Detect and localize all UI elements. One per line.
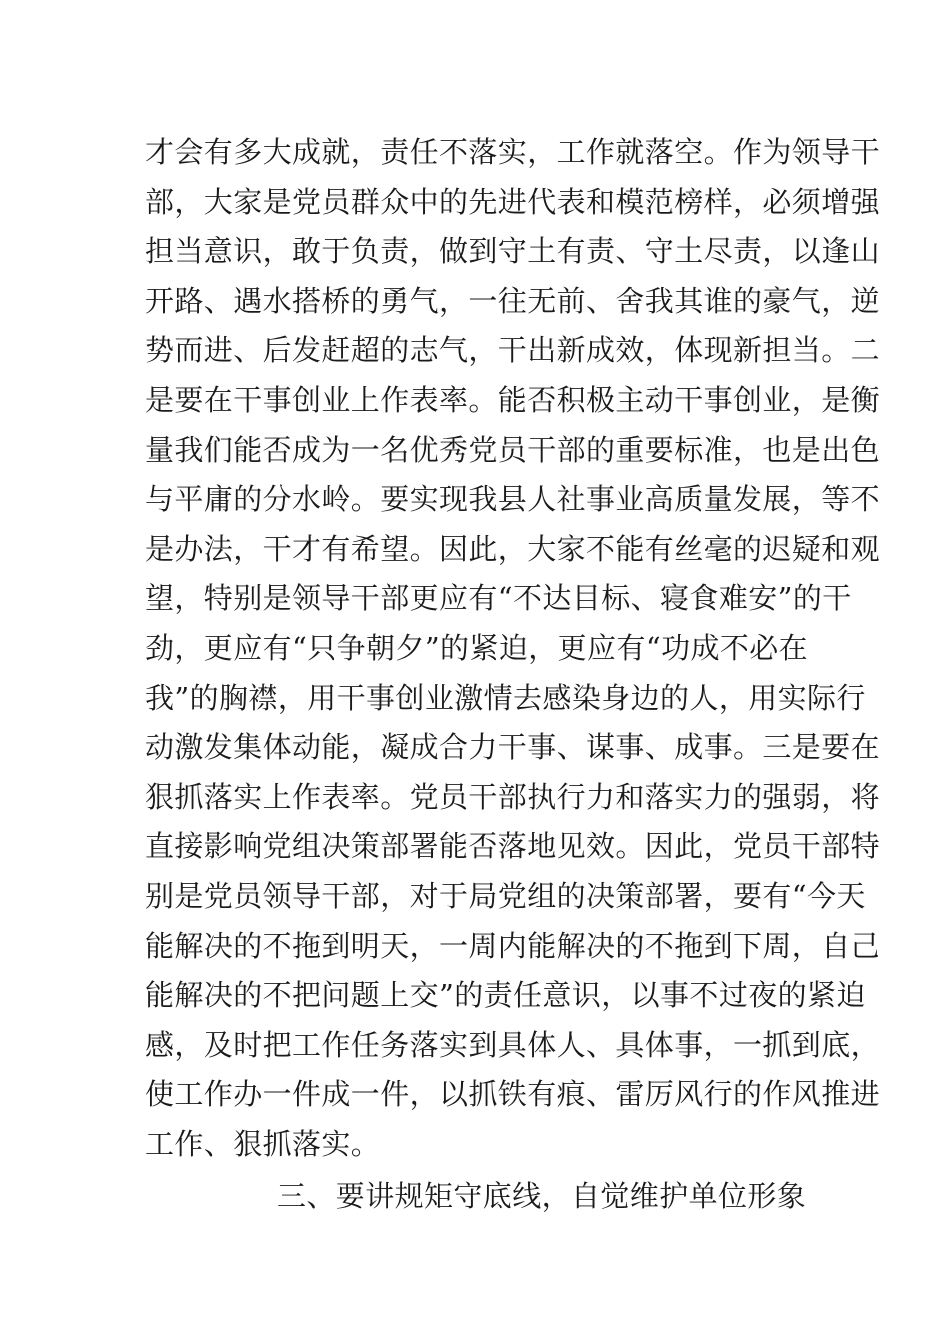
text-line: 直接影响党组决策部署能否落地见效。因此，党员干部特 bbox=[145, 829, 881, 864]
text-line: 动激发集体动能，凝成合力干事、谋事、成事。三是要在 bbox=[145, 730, 881, 765]
text-line: 能解决的不把问题上交”的责任意识，以事不过夜的紧迫 bbox=[145, 978, 866, 1013]
text-line: 能解决的不拖到明天，一周内能解决的不拖到下周，自己 bbox=[145, 928, 881, 963]
text-line: 使工作办一件成一件，以抓铁有痕、雷厉风行的作风推进 bbox=[145, 1077, 881, 1112]
text-line: 是要在干事创业上作表率。能否积极主动干事创业，是衡 bbox=[145, 382, 881, 417]
text-line: 感，及时把工作任务落实到具体人、具体事，一抓到底， bbox=[145, 1027, 881, 1062]
text-line: 量我们能否成为一名优秀党员干部的重要标准，也是出色 bbox=[145, 432, 881, 467]
text-line: 势而进、后发赶超的志气，干出新成效，体现新担当。二 bbox=[145, 333, 881, 368]
text-line: 开路、遇水搭桥的勇气，一往无前、舍我其谁的豪气，逆 bbox=[145, 283, 881, 318]
text-line: 担当意识，敢于负责，做到守土有责、守土尽责，以逢山 bbox=[145, 234, 881, 269]
text-line: 才会有多大成就，责任不落实，工作就落空。作为领导干 bbox=[145, 135, 881, 169]
section-heading: 三、要讲规矩守底线，自觉维护单位形象 bbox=[277, 1179, 807, 1213]
text-line: 是办法，干才有希望。因此，大家不能有丝毫的迟疑和观 bbox=[145, 531, 881, 566]
text-line: 别是党员领导干部，对于局党组的决策部署，要有“今天 bbox=[145, 878, 866, 913]
text-line: 狠抓落实上作表率。党员干部执行力和落实力的强弱，将 bbox=[145, 779, 881, 814]
text-line: 部，大家是党员群众中的先进代表和模范榜样，必须增强 bbox=[145, 184, 881, 219]
text-line: 望，特别是领导干部更应有“不达目标、寝食难安”的干 bbox=[145, 581, 852, 616]
text-line: 与平庸的分水岭。要实现我县人社事业高质量发展，等不 bbox=[145, 482, 881, 517]
text-line: 我”的胸襟，用干事创业激情去感染身边的人，用实际行 bbox=[145, 680, 866, 715]
text-line: 劲，更应有“只争朝夕”的紧迫，更应有“功成不必在 bbox=[145, 630, 809, 665]
body-paragraph bbox=[145, 128, 881, 1169]
text-line: 工作、狠抓落实。 bbox=[145, 1126, 381, 1161]
